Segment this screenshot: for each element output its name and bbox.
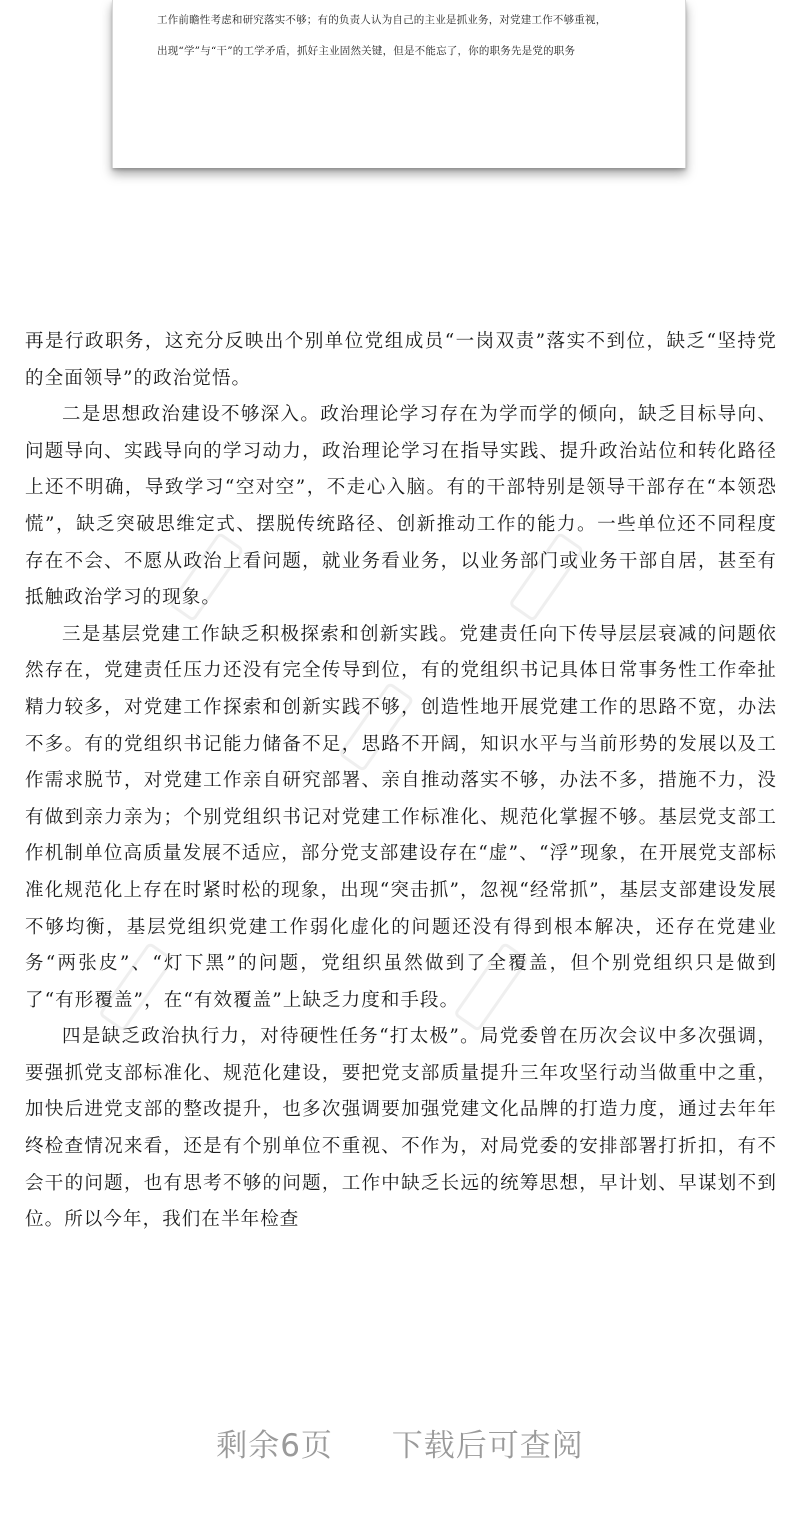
paragraph-continued: 再是行政职务，这充分反映出个别单位党组成员“一岗双责”落实不到位，缺乏“坚持党的全面领导”的政治觉悟。 xyxy=(25,331,777,389)
preview-line-2: 出现“学”与“干”的工学矛盾，抓好主业固然关键，但是不能忘了，你的职务先是党的职务 xyxy=(157,45,576,57)
paragraph-political-execution: 四是缺乏政治执行力，对待硬性任务“打太极”。局党委曾在历次会议中多次强调，要强抓党支部标准化、规范化建设，要把党支部质量提升三年攻坚行动当做重中之重，加快后进党支部的整改提升，也多次强调要加强党建文化品牌的打造力度，通过去年年终检查情况来看，还是有个别单位不重视、不作为，对局党委的安排部署打折扣，有不会干的问题，也有思考不够的问题，工作中缺乏长远的统筹思想，早计划、早谋划不到位。所以今年，我们在半年检查 xyxy=(25,1026,777,1231)
remaining-pages-label: 剩余6页 xyxy=(216,1428,333,1464)
paragraph-grassroots-party-building: 三是基层党建工作缺乏积极探索和创新实践。党建责任向下传导层层衰减的问题依然存在，党建责任压力还没有完全传导到位，有的党组织书记具体日常事务性工作牵扯精力较多，对党建工作探索和创新实践不够，创造性地开展党建工作的思路不宽，办法不多。有的党组织书记能力储备不足，思路不开阔，知识水平与当前形势的发展以及工作需求脱节，对党建工作亲自研究部署、亲自推动落实不够，办法不多，措施不力，没有做到亲力亲为；个别党组织书记对党建工作标准化、规范化掌握不够。基层党支部工作机制单位高质量发展不适应，部分党支部建设存在“虚”、“浮”现象，在开展党支部标准化规范化上存在时紧时松的现象，出现“突击抓”，忽视“经常抓”，基层支部建设发展不够均衡，基层党组织党建工作弱化虚化的问题还没有得到根本解决，还存在党建业务“两张皮”、“灯下黑”的问题，党组织虽然做到了全覆盖，但个别党组织只是做到了“有形覆盖”，在“有效覆盖”上缺乏力度和手段。 xyxy=(25,623,777,1011)
download-prompt-banner[interactable] xyxy=(0,1420,800,1465)
paragraph-ideological-building: 二是思想政治建设不够深入。政治理论学习存在为学而学的倾向，缺乏目标导向、问题导向、实践导向的学习动力，政治理论学习在指导实践、提升政治站位和转化路径上还不明确，导致学习“空对空”，不走心入脑。有的干部特别是领导干部存在“本领恐慌”，缺乏突破思维定式、摆脱传统路径、创新推动工作的能力。一些单位还不同程度存在不会、不愿从政治上看问题，就业务看业务，以业务部门或业务干部自居，甚至有抵触政治学习的现象。 xyxy=(25,404,777,609)
previous-page-preview xyxy=(112,0,686,168)
preview-line-1: 工作前瞻性考虑和研究落实不够；有的负责人认为自己的主业是抓业务，对党建工作不够重视， xyxy=(157,14,607,26)
document-body xyxy=(25,324,777,1239)
download-to-view-label[interactable]: 下载后可查阅 xyxy=(391,1428,584,1464)
